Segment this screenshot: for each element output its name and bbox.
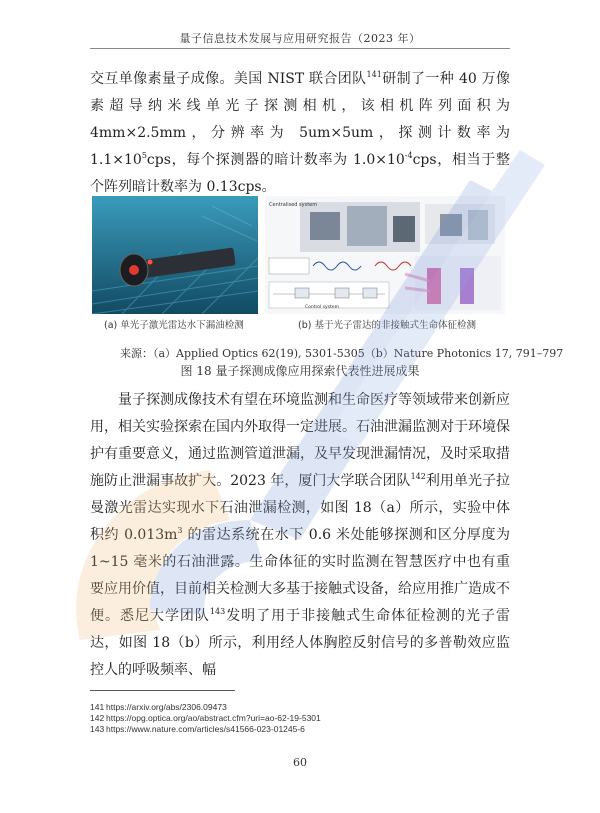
footnote-link[interactable]: https://opg.optica.org/ao/abstract.cfm?uri=ao-62-19-5301 [106,713,321,723]
footnote-ref-143[interactable]: 143 [209,607,226,616]
figure-a-underwater-photo [92,196,258,314]
page-header: 量子信息技术发展与应用研究报告（2023 年） [179,32,421,45]
footnote-ref-142[interactable]: 142 [410,472,426,481]
header-rule [90,48,510,49]
footnote-143: 143 https://www.nature.com/articles/s41566-023-01245-6 [90,724,305,734]
footnote-link[interactable]: https://www.nature.com/articles/s41566-023-01245-6 [106,724,305,734]
figure-b-caption: (b) 基于光子雷达的非接触式生命体征检测 [298,320,476,331]
footnote-divider [90,690,235,691]
figure-a-caption: (a) 单光子激光雷达水下漏油检测 [104,320,244,331]
figure-title: 图 18 量子探测成像应用探索代表性进展成果 [180,364,420,378]
paragraph-2: 量子探测成像技术有望在环境监测和生命医疗等领域带来创新应用，相关实验探索在国内外取得一定进展。石油泄漏监测对于环境保护有重要意义，通过监测管道泄漏，及早发现泄漏情况，及时采取措施防止泄漏事故扩大。2023 年，厦门大学联合团队$^{142}$利用单光子拉曼激光雷达实现水下石油泄漏检测，如图 18（a）所示，实验中体积约 $0.013m^3$ 的雷达系统在水下 0.6 米处能够探测和区分厚度为 1~15 毫米的石油泄露。生命体征的实时监测在智慧医疗中也有重要应用价值，目前相关检测大多基于接触式设备，给应用推广造成不便。悉尼大学团队$^{143}$发明了用于非接触式生命体征检测的光子雷达，如图 18（b）所示，利用经人体胸腔反射信号的多普勒效应监控人的呼吸频率、幅 [90,392,511,678]
panel-b-label-control: Control system [305,305,339,310]
footnote-link[interactable]: https://arxiv.org/abs/2306.09473 [106,702,227,712]
footnote-ref-141[interactable]: 141 [366,70,382,79]
footnote-142: 142 https://opg.optica.org/ao/abstract.cfm?uri=ao-62-19-5301 [90,713,321,723]
figure-b-radar-schematic [265,196,505,314]
figure-source: 来源：（a）Applied Optics 62(19), 5301-5305（b）Nature Photonics 17, 791–797 [120,347,564,360]
panel-b-label-centralised: Centralised system [269,202,318,208]
paragraph-1: 交互单像素量子成像。美国 NIST 联合团队$^{141}$研制了一种 40 万像素超导纳米线单光子探测相机，该相机阵列面积为 4mm×2.5mm，分辨率为 5um×5um，探测计数率为 $1.1\times 10^5cps$，每个探测器的暗计数率为 $1.0\times 10^{-4}cps$，相当于整个阵列暗计数率为 0.13cps。 [90,70,511,195]
footnote-141: 141 https://arxiv.org/abs/2306.09473 [90,702,227,712]
page-number: 60 [293,756,307,769]
